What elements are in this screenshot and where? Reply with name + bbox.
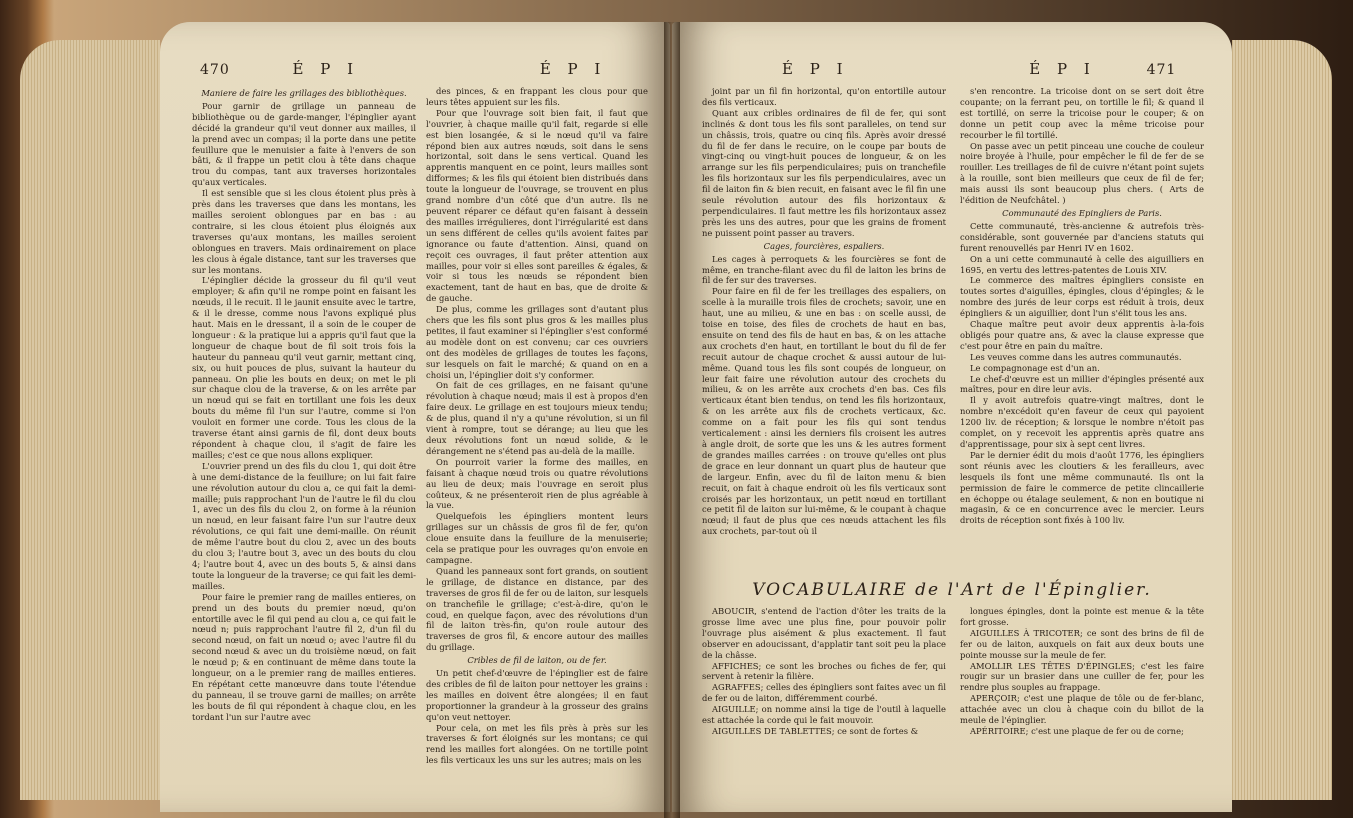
paragraph: Pour que l'ouvrage soit bien fait, il faut que l'ouvrier, à chaque maille qu'il fait, regarde si elle est bien losangée, & si le nœud qu'il va faire répond bien aux autres nœuds, soit dans le sens horizontal, soit dans le sens vertical. Quand les apprentis manquent en ce point, leurs mailles sont difformes; & les fils qui étoient bien distribués dans toute la longueur de l'ouvrage, se trouvent en plus grand nombre d'un côté que d'un autre. Ils ne peuvent réparer ce défaut qu'en faisant à dessein des mailles irrégulieres, dont l'irrégularité est dans un sens différent de celles qu'ils avoient faites par ignorance ou faute d'attention. Ainsi, quand on reçoit ces ouvrages, il faut prêter attention aux mailles, pour voir si elles sont pareilles & égales, & voir si tous les nœuds se répondent bien exactement, tant de haut en bas, que de droite & de gauche. — [426, 107, 648, 304]
left-page-header — [200, 60, 606, 78]
running-head: É P I — [292, 60, 360, 78]
vocab-entry: AIGUILLES À TRICOTER; ce sont des brins de fil de fer ou de laiton, auxquels on fait aux deux bouts une pointe mousse sur la meule de fer. — [960, 627, 1204, 660]
right-page-edges — [1232, 40, 1332, 800]
paragraph: Pour faire en fil de fer les treillages des espaliers, on scelle à la muraille trois files de crochets; savoir, une en haut, une au milieu, & une en bas : on scelle aussi, de toise en toise, des files de crochets de haut en bas, ensuite on tend des fils de haut en bas, & on les attache aux crochets d'en haut, en tortillant le bout du fil de fer recuit autour de chaque crochet & aussi autour de lui-même. Quand tous les fils sont coupés de longueur, on leur fait faire une révolution autour des crochets du milieu, & on les arrête aux crochets d'en bas. Ces fils verticaux étant bien tendus, on tend les fils horizontaux, & on les arrête aux fils de crochets verticaux, &c. comme on a fait pour les fils qui sont tendus verticalement : ainsi les derniers fils croisent les autres à angle droit, de sorte que les uns & les autres forment de grandes mailles carrées : on trouve qu'elles ont plus de grace en leur donnant un quart plus de hauteur que de largeur. Enfin, avec du fil de laiton menu & bien recuit, on fait à chaque endroit où les fils verticaux sont croisés par les horizontaux, un petit nœud en tortillant ce petit fil de laiton sur lui-même, & le coupant à chaque nœud; il faut de plus que ces nœuds attachent les fils aux crochets, par-tout où il — [702, 286, 946, 537]
vocab-entry: AFFICHES; ce sont les broches ou fiches de fer, qui servent à retenir la filière. — [702, 660, 946, 682]
right-page-header — [782, 60, 1176, 78]
vocab-entry: AIGUILLES DE TABLETTES; ce sont de fortes & — [712, 725, 919, 736]
section-title: Maniere de faire les grillages des bibliothèques. — [201, 88, 407, 98]
paragraph: Chaque maître peut avoir deux apprentis à-la-fois obligés pour quatre ans, & avec la clause expresse que c'est pour être en pain du maître. — [960, 319, 1204, 351]
paragraph: Les veuves comme dans les autres communautés. — [970, 351, 1182, 362]
text-column — [192, 86, 416, 806]
vocabulary-heading: VOCABULAIRE de l'Art de l'Épinglier. — [752, 580, 1152, 600]
vocab-entry: AIGUILLE; on nomme ainsi la tige de l'outil à laquelle est attachée la corde qui le fait mouvoir. — [702, 704, 946, 726]
paragraph: Pour faire le premier rang de mailles entieres, on prend un des bouts du premier nœud, qu'on entortille avec le fil qui pend au clou a, ce qui fait le nœud n; puis rapprochant l'autre fil 2, d'un fil du second nœud, on fait un nœud o; avec l'autre fil du second nœud & avec un du troisième nœud, on fait le nœud p; & en continuant de même dans toute la longueur, on a le premier rang de mailles entieres. En répétant cette manœuvre dans toute l'étendue du panneau, il se trouve garni de mailles; on arrête les bouts de fil qui répondent à chaque clou, en les tordant l'un sur l'autre avec — [192, 591, 416, 722]
page-number: 470 — [200, 62, 230, 78]
section-title: Cages, fourcières, espaliers. — [763, 240, 885, 251]
vocab-entry: APERÇOIR; c'est une plaque de tôle ou de fer-blanc, attachée avec un clou à chaque coin du billot de la meule de l'épinglier. — [960, 693, 1204, 726]
paragraph: Quant aux cribles ordinaires de fil de fer, qui sont inclinés & dont tous les fils sont paralleles, on tend sur un châssis, trois, quatre ou cinq fils. Après avoir dressé du fil de fer dans le recuire, on le coupe par bouts de vingt-cinq ou vingt-huit pouces de longueur, & on les arrange sur les fils perpendiculaires; puis on tranchefile les fils horizontaux sur les fils perpendiculaires, avec un fil de laiton fin & bien recuit, en faisant avec le fil fin une seule révolution autour des fils horizontaux & perpendiculaires. Il faut mettre les fils horizontaux assez près les uns des autres, pour que les grains de froment ne puissent point passer au travers. — [702, 107, 946, 238]
section-title: Communauté des Epingliers de Paris. — [1002, 207, 1162, 218]
vocab-entry: AMOLLIR LES TÊTES D'ÉPINGLES; c'est les faire rougir sur un brasier dans une cuiller de fer, pour les rendre plus souples au frappage. — [960, 660, 1204, 693]
paragraph: des pinces, & en frappant les clous pour que leurs têtes appuient sur les fils. — [426, 86, 648, 107]
paragraph: Pour garnir de grillage un panneau de bibliothèque ou de garde-manger, l'épinglier ayant décidé la grandeur qu'il veut donner aux mailles, il la prend avec un compas; il la porte dans une petite feuillure que le menuisier a faite à l'envers de son bâti, & il frappe un petit clou à tête dans chaque trou du compas, tant aux traverses horizontales qu'aux verticales. — [192, 100, 416, 188]
paragraph: De plus, comme les grillages sont d'autant plus chers que les fils sont plus gros & les mailles plus petites, il faut examiner si l'épinglier s'est conformé au modèle dont on est convenu; car ces ouvriers ont des modèles de grillages de toutes les façons, sur lesquels on fait le marché; & quand on en a choisi un, l'épinglier doit s'y conformer. — [426, 304, 648, 380]
text-column — [960, 606, 1204, 806]
page-number: 471 — [1146, 62, 1177, 78]
left-page — [160, 22, 670, 812]
vocab-entry: ABOUCIR, s'entend de l'action d'ôter les traits de la grosse lime avec une plus fine, pour pouvoir polir l'ouvrage plus aisément & plus exactement. Il faut observer en adoucissant, d'applatir tant soit peu la place de la châsse. — [702, 606, 946, 660]
paragraph: Quelquefois les épingliers montent leurs grillages sur un châssis de gros fil de fer, qu'on cloue ensuite dans la feuillure de la menuiserie; cela se pratique pour les ouvrages qu'on envoie en campagne. — [426, 511, 648, 565]
paragraph: On passe avec un petit pinceau une couche de couleur noire broyée à l'huile, pour empêcher le fil de fer de se rouiller. Les treillages de fil de cuivre n'étant point sujets à la rouille, sont bien meilleurs que ceux de fil de fer; mais aussi ils sont beaucoup plus chers. ( Arts de l'édition de Neufchâtel. ) — [960, 140, 1204, 206]
paragraph: L'ouvrier prend un des fils du clou 1, qui doit être à une demi-distance de la feuillure; on lui fait faire une révolution autour du clou a, ce qui fait la demi-maille; puis rapprochant l'un de l'autre le fil du clou 1, avec un des fils du clou 2, on forme à la réunion un nœud, en leur faisant faire l'un sur l'autre deux révolutions, ce qui fait une demi-maille. On réunit de même l'autre bout du clou 2, avec un des bouts du clou 3; l'autre bout 3, avec un des bouts du clou 4; l'autre bout 4, avec un des bouts 5, & ainsi dans toute la longueur de la traverse; ce qui fait les demi-mailles. — [192, 460, 416, 591]
paragraph: L'épinglier décide la grosseur du fil qu'il veut employer; & afin qu'il ne rompe point en faisant les nœuds, il le recuit. Il le jaunit ensuite avec le tartre, & il le dresse, comme nous l'avons expliqué plus haut. Mais en le dressant, il a soin de le couper de longueur : & la pratique lui a appris qu'il faut que la longueur de chaque bout de fil soit trois fois la hauteur du panneau qu'il veut garnir, mettant cinq, six, ou huit pouces de plus, suivant la hauteur du panneau. On plie les bouts en deux; on met le pli sur chaque clou de la traverse, & on les arrête par un nœud qui se fait en tortillant une fois les deux bouts du même fil l'un sur l'autre, comme si l'on vouloit en former une corde. Tous les clous de la traverse étant ainsi garnis de fil, dont deux bouts répondent à chaque clou, il s'agit de faire les mailles; c'est ce que nous allons expliquer. — [192, 275, 416, 460]
vocab-entry: AGRAFFES; celles des épingliers sont faites avec un fil de fer ou de laiton, différemment courbé. — [702, 682, 946, 704]
paragraph: Il y avoit autrefois quatre-vingt maîtres, dont le nombre n'excédoit qu'en faveur de ceux qui payoient 1200 liv. de réception; & lorsque le nombre n'étoit pas complet, on y recevoit les apprentis après quatre ans d'apprentissage, pour six à sept cent livres. — [960, 395, 1204, 449]
book-gutter — [664, 22, 680, 818]
text-column — [426, 86, 648, 806]
paragraph: Il est sensible que si les clous étoient plus près à près dans les traverses que dans les montans, les mailles seroient oblongues par en bas : au contraire, si les clous étoient plus éloignés aux traverses qu'aux montans, les mailles seroient oblongues en travers. Mais ordinairement on place les clous à égale distance, tant sur les traverses que sur les montans. — [192, 188, 416, 275]
text-column — [702, 86, 946, 576]
paragraph: joint par un fil fin horizontal, qu'on entortille autour des fils verticaux. — [702, 86, 946, 107]
right-page — [672, 22, 1232, 812]
paragraph: Quand les panneaux sont fort grands, on soutient le grillage, de distance en distance, par des traverses de gros fil de fer ou de laiton, sur lesquels on tranchefile le grillage; c'est-à-dire, qu'on le coud, en quelque façon, avec des révolutions d'un fil de laiton très-fin, qu'on roule autour des traverses de gros fil, & encore autour des mailles du grillage. — [426, 565, 648, 653]
paragraph: s'en rencontre. La tricoise dont on se sert doit être coupante; on la ferrant peu, on tortille le fil; & quand il est tortillé, on serre la tricoise pour le couper; & on donne un petit coup avec la même tricoise pour recourber le fil tortillé. — [960, 86, 1204, 140]
text-column — [960, 86, 1204, 576]
running-head: É P I — [1029, 60, 1096, 78]
paragraph: Le commerce des maîtres épingliers consiste en toutes sortes d'aiguilles, épingles, clous d'épingles; & le nombre des jurés de leur corps est réduit à trois, deux épingliers & un aiguillier, dont l'un s'élit tous les ans. — [960, 275, 1204, 319]
paragraph: Le compagnonage est d'un an. — [970, 362, 1100, 373]
left-page-edges — [20, 40, 160, 800]
text-column — [702, 606, 946, 806]
running-head: É P I — [539, 60, 607, 78]
paragraph: Un petit chef-d'œuvre de l'épinglier est de faire des cribles de fil de laiton pour nettoyer les grains : les mailles en doivent être alongées; il en faut proportionner la grandeur à la grosseur des grains qu'on veut nettoyer. — [426, 668, 648, 722]
vocab-entry: longues épingles, dont la pointe est menue & la tête fort grosse. — [960, 606, 1204, 627]
running-head: É P I — [782, 60, 849, 78]
paragraph: Le chef-d'œuvre est un millier d'épingles présenté aux maîtres, pour en dire leur avis. — [960, 373, 1204, 395]
paragraph: On fait de ces grillages, en ne faisant qu'une révolution à chaque nœud; mais il est à propos d'en faire deux. Le grillage en est toujours mieux tendu; & de plus, quand il n'y a qu'une révolution, si un fil vient à rompre, tout se dérange; au lieu que les deux révolutions font un nœud solide, & le dérangement ne s'étend pas au-delà de la maille. — [426, 380, 648, 456]
paragraph: On pourroit varier la forme des mailles, en faisant à chaque nœud trois ou quatre révolutions au lieu de deux; mais l'ouvrage en seroit plus coûteux, & ne présenteroit rien de plus agréable à la vue. — [426, 456, 648, 511]
paragraph: Cette communauté, très-ancienne & autrefois très-considérable, sont gouvernée par d'anciens statuts qui furent renouvellés par Henri IV en 1602. — [960, 220, 1204, 253]
paragraph: Pour cela, on met les fils près à près sur les traverses & fort éloignés sur les montans; ce qui rend les mailles fort alongées. On ne tortille point les fils verticaux les uns sur les autres; mais on les — [426, 722, 648, 766]
paragraph: Par le dernier édit du mois d'août 1776, les épingliers sont réunis avec les cloutiers & les ferailleurs, avec lesquels ils font une même communauté. Ils ont la permission de faire le commerce de petite clincaillerie en échoppe ou étalage seulement, & non en boutique ni magasin, & ce en concurrence avec le mercier. Leurs droits de réception sont fixés à 100 liv. — [960, 449, 1204, 526]
section-title: Cribles de fil de laiton, ou de fer. — [467, 655, 607, 666]
paragraph: Les cages à perroquets & les fourcières se font de même, en tranche-filant avec du fil de laiton les brins de fil de fer sur des traverses. — [702, 253, 946, 286]
paragraph: On a uni cette communauté à celle des aiguilliers en 1695, en vertu des lettres-patentes de Louis XIV. — [960, 253, 1204, 275]
vocab-entry: APÉRITOIRE; c'est une plaque de fer ou de corne; — [970, 725, 1184, 736]
